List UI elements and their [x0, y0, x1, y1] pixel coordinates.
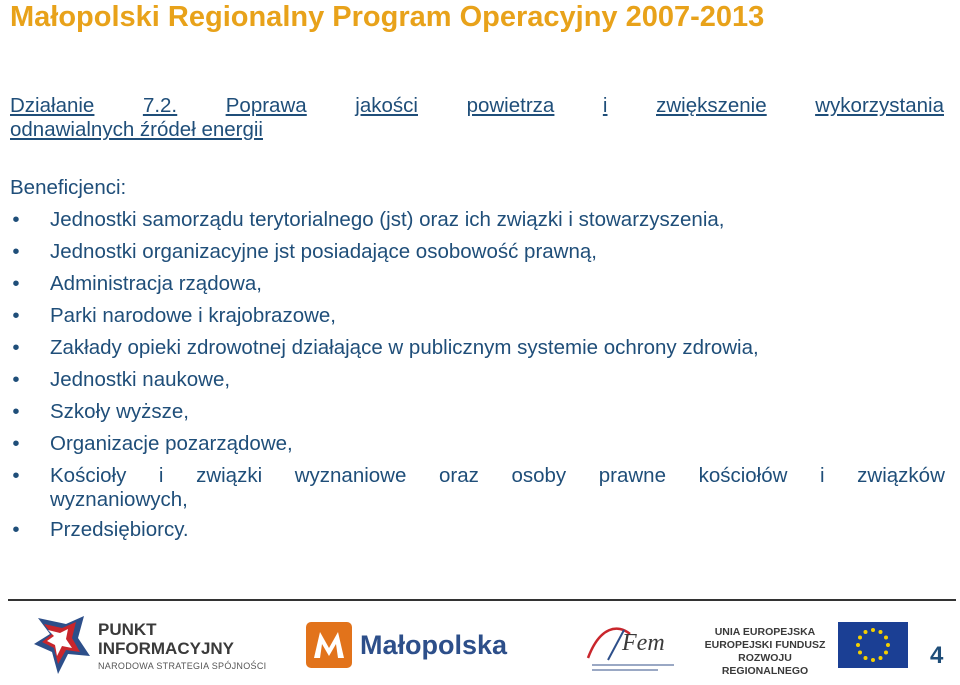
list-item-text: Administracja rządowa, — [50, 272, 262, 295]
word: osoby — [511, 464, 567, 487]
fem-logo-icon — [578, 616, 688, 676]
word: kościołów — [698, 464, 788, 487]
pi-title — [98, 620, 234, 658]
heading-line-1 — [10, 94, 944, 118]
list-item-line-2: wyznaniowych, — [50, 488, 188, 511]
list-item-text: Parki narodowe i krajobrazowe, — [50, 304, 336, 327]
bullet-icon: • — [12, 464, 20, 487]
word: prawne — [598, 464, 666, 487]
bullet-icon: • — [12, 368, 20, 391]
eu-flag-icon — [838, 622, 908, 668]
list-item-line-1 — [50, 464, 945, 488]
heading-word: zwiększenie — [656, 94, 767, 117]
word: związki — [196, 464, 263, 487]
list-item-text: Zakłady opieki zdrowotnej działające w publicznym systemie ochrony zdrowia, — [50, 336, 759, 359]
list-item-text: Przedsiębiorcy. — [50, 518, 189, 541]
heading-word: Poprawa — [225, 94, 307, 117]
list-item-text: Szkoły wyższe, — [50, 400, 189, 423]
eu-line-3: ROZWOJU REGIONALNEGO — [721, 652, 809, 677]
list-item — [10, 240, 945, 264]
star-icon — [32, 614, 92, 676]
page-number: 4 — [930, 642, 944, 669]
bullet-icon: • — [12, 304, 20, 327]
malopolska-logo — [306, 622, 546, 670]
heading-word: i — [602, 94, 608, 117]
eu-line-1: UNIA EUROPEJSKA — [714, 626, 816, 638]
pi-subtitle: NARODOWA STRATEGIA SPÓJNOŚCI — [98, 661, 267, 671]
word: i — [820, 464, 825, 487]
bullet-icon: • — [12, 518, 20, 541]
heading-word: powietrza — [466, 94, 555, 117]
list-item-text: Organizacje pozarządowe, — [50, 432, 293, 455]
word: wyznaniowe — [294, 464, 407, 487]
word: i — [158, 464, 164, 487]
list-item-text: Jednostki samorządu terytorialnego (jst) oraz ich związki i stowarzyszenia, — [50, 208, 725, 231]
pi-line-1: PUNKT — [98, 620, 157, 639]
page-title: Małopolski Regionalny Program Operacyjny 2007-2013 — [10, 1, 765, 33]
word: oraz — [438, 464, 479, 487]
bullet-icon: • — [12, 400, 20, 423]
beneficiaries-list — [10, 208, 945, 550]
heading-word: wykorzystania — [815, 94, 944, 117]
bullet-icon: • — [12, 208, 20, 231]
action-heading — [10, 94, 944, 142]
word: związków — [857, 464, 945, 487]
footer — [0, 604, 960, 685]
list-item — [10, 336, 945, 360]
list-item — [10, 272, 945, 296]
fem-text: Fem — [622, 630, 665, 656]
bullet-icon: • — [12, 432, 20, 455]
list-item — [10, 304, 945, 328]
malopolska-text: Małopolska — [360, 630, 508, 660]
eu-line-2: EUROPEJSKI FUNDUSZ — [704, 639, 826, 651]
eu-text — [700, 626, 830, 678]
heading-word: Działanie — [10, 94, 95, 117]
heading-word: 7.2. — [142, 94, 178, 117]
list-item — [10, 518, 945, 542]
list-item — [10, 464, 945, 512]
bullet-icon: • — [12, 336, 20, 359]
beneficiaries-label: Beneficjenci: — [10, 176, 127, 199]
malopolska-emblem-icon — [306, 622, 352, 668]
list-item-text: Jednostki naukowe, — [50, 368, 231, 391]
pi-line-2: INFORMACYJNY — [98, 639, 235, 658]
bullet-icon: • — [12, 240, 20, 263]
list-item — [10, 208, 945, 232]
list-item — [10, 368, 945, 392]
footer-divider — [8, 599, 956, 601]
heading-line-2: odnawialnych źródeł energii — [10, 118, 263, 141]
bullet-icon: • — [12, 272, 20, 295]
punkt-informacyjny-logo — [32, 612, 272, 678]
list-item — [10, 400, 945, 424]
list-item-text: Jednostki organizacyjne jst posiadające osobowość prawną, — [50, 240, 597, 263]
heading-word: jakości — [355, 94, 418, 117]
word: Kościoły — [50, 464, 127, 487]
list-item — [10, 432, 945, 456]
